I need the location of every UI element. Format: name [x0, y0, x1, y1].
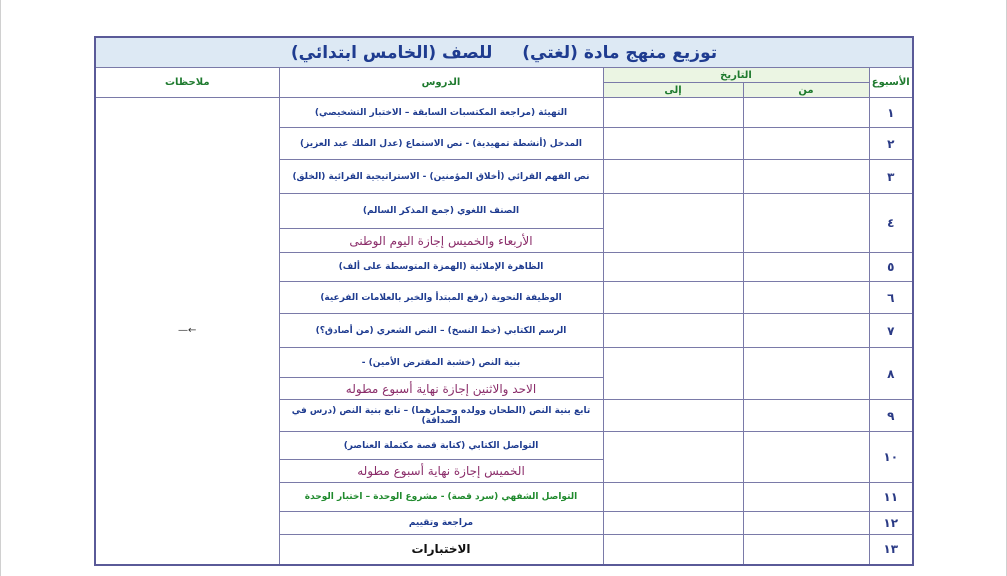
date-from-cell — [743, 512, 869, 535]
title-grade: للصف (الخامس ابتدائي) — [290, 42, 493, 63]
table-row — [95, 98, 913, 128]
notes-cell: ←— — [95, 98, 279, 565]
lesson-cell: الاختبارات — [279, 535, 603, 565]
date-to-cell — [603, 535, 743, 565]
lesson-cell: التواصل الشفهي (سرد قصة) - مشروع الوحدة – اختبار الوحدة — [279, 483, 603, 512]
title-row — [95, 37, 913, 68]
date-to-cell — [603, 253, 743, 282]
lesson-cell: المدخل (أنشطة تمهيدية) - نص الاستماع (عدل الملك عبد العزيز) — [279, 128, 603, 160]
date-to-cell — [603, 314, 743, 348]
date-to-cell — [603, 348, 743, 400]
lesson-cell: التهيئة (مراجعة المكتسبات السابقة – الاختبار التشخيصي) — [279, 98, 603, 128]
title-subject: توزيع منهج مادة (لغتي) — [522, 42, 718, 63]
lesson-cell: نص الفهم القرائي (أخلاق المؤمنين) - الاستراتيجية القرائية (الخلق) — [279, 160, 603, 194]
week-number: ٣ — [869, 160, 913, 194]
lesson-cell: مراجعة وتقييم — [279, 512, 603, 535]
week-number: ٩ — [869, 400, 913, 432]
date-from-cell — [743, 314, 869, 348]
week-number: ١٢ — [869, 512, 913, 535]
lesson-cell: بنية النص (خشبة المقترض الأمين) - — [279, 348, 603, 378]
date-to-cell — [603, 160, 743, 194]
date-to-cell — [603, 483, 743, 512]
week-number: ٢ — [869, 128, 913, 160]
date-to-cell — [603, 512, 743, 535]
header-lessons: الدروس — [279, 68, 603, 98]
week-number: ١١ — [869, 483, 913, 512]
lesson-cell: الرسم الكتابي (خط النسخ) – النص الشعري (من أصادق؟) — [279, 314, 603, 348]
date-from-cell — [743, 282, 869, 314]
date-from-cell — [743, 348, 869, 400]
week-number: ٨ — [869, 348, 913, 400]
week-number: ٥ — [869, 253, 913, 282]
date-from-cell — [743, 432, 869, 483]
date-from-cell — [743, 400, 869, 432]
week-number: ١٣ — [869, 535, 913, 565]
date-to-cell — [603, 400, 743, 432]
week-number: ٦ — [869, 282, 913, 314]
table-title — [95, 37, 913, 68]
date-from-cell — [743, 160, 869, 194]
week-number: ٤ — [869, 194, 913, 253]
header-to: إلى — [603, 83, 743, 98]
date-to-cell — [603, 128, 743, 160]
week-number: ١ — [869, 98, 913, 128]
date-to-cell — [603, 432, 743, 483]
holiday-note: الأربعاء والخميس إجازة اليوم الوطنى — [279, 229, 603, 253]
header-week: الأسبوع — [869, 68, 913, 98]
holiday-note: الاحد والاثنين إجازة نهاية أسبوع مطوله — [279, 378, 603, 400]
curriculum-table — [94, 36, 914, 566]
lesson-cell: الصنف اللغوي (جمع المذكر السالم) — [279, 194, 603, 229]
date-to-cell — [603, 194, 743, 253]
holiday-note: الخميس إجازة نهاية أسبوع مطوله — [279, 460, 603, 483]
lesson-cell: الوظيفة النحوية (رفع المبتدأ والخبر بالعلامات الفرعية) — [279, 282, 603, 314]
date-from-cell — [743, 98, 869, 128]
header-row-1 — [95, 68, 913, 83]
week-number: ١٠ — [869, 432, 913, 483]
date-from-cell — [743, 483, 869, 512]
date-from-cell — [743, 194, 869, 253]
lesson-cell: الظاهرة الإملائية (الهمزة المتوسطة على ألف) — [279, 253, 603, 282]
header-date: التاريخ — [603, 68, 869, 83]
page-left-edge — [0, 0, 1, 576]
date-from-cell — [743, 253, 869, 282]
date-to-cell — [603, 98, 743, 128]
week-number: ٧ — [869, 314, 913, 348]
date-from-cell — [743, 535, 869, 565]
header-from: من — [743, 83, 869, 98]
lesson-cell: التواصل الكتابي (كتابة قصة مكتملة العناصر) — [279, 432, 603, 460]
date-to-cell — [603, 282, 743, 314]
lesson-cell: تابع بنية النص (الطحان وولده وحمارهما) – تابع بنية النص (درس في الصداقة) — [279, 400, 603, 432]
date-from-cell — [743, 128, 869, 160]
header-notes: ملاحظات — [95, 68, 279, 98]
